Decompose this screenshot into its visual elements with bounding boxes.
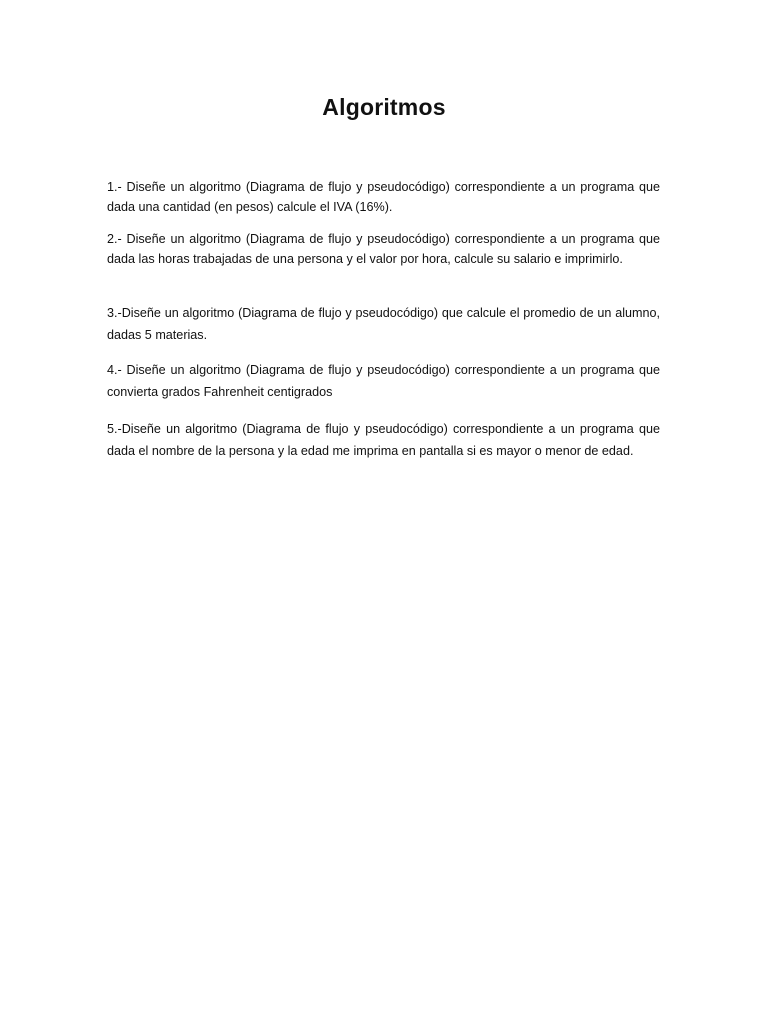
exercise-item-3: 3.-Diseñe un algoritmo (Diagrama de flujo y pseudocódigo) que calcule el promedio de un alumno, dadas 5 materias. [107,306,660,342]
exercise-item-4: 4.- Diseñe un algoritmo (Diagrama de flujo y pseudocódigo) correspondiente a un programa que convierta grados Fahrenheit centigrados [107,363,660,399]
exercise-item-2: 2.- Diseñe un algoritmo (Diagrama de flujo y pseudocódigo) correspondiente a un programa que dada las horas trabajadas de una persona y el valor por hora, calcule su salario e imprimirlo. [107,232,660,266]
document-title: Algoritmos [322,94,446,120]
exercise-item-5: 5.-Diseñe un algoritmo (Diagrama de flujo y pseudocódigo) correspondiente a un programa que dada el nombre de la persona y la edad me imprima en pantalla si es mayor o menor de edad. [107,422,660,458]
exercise-item-1: 1.- Diseñe un algoritmo (Diagrama de flujo y pseudocódigo) correspondiente a un programa que dada una cantidad (en pesos) calcule el IVA (16%). [107,180,660,214]
exercise-list [107,178,660,462]
